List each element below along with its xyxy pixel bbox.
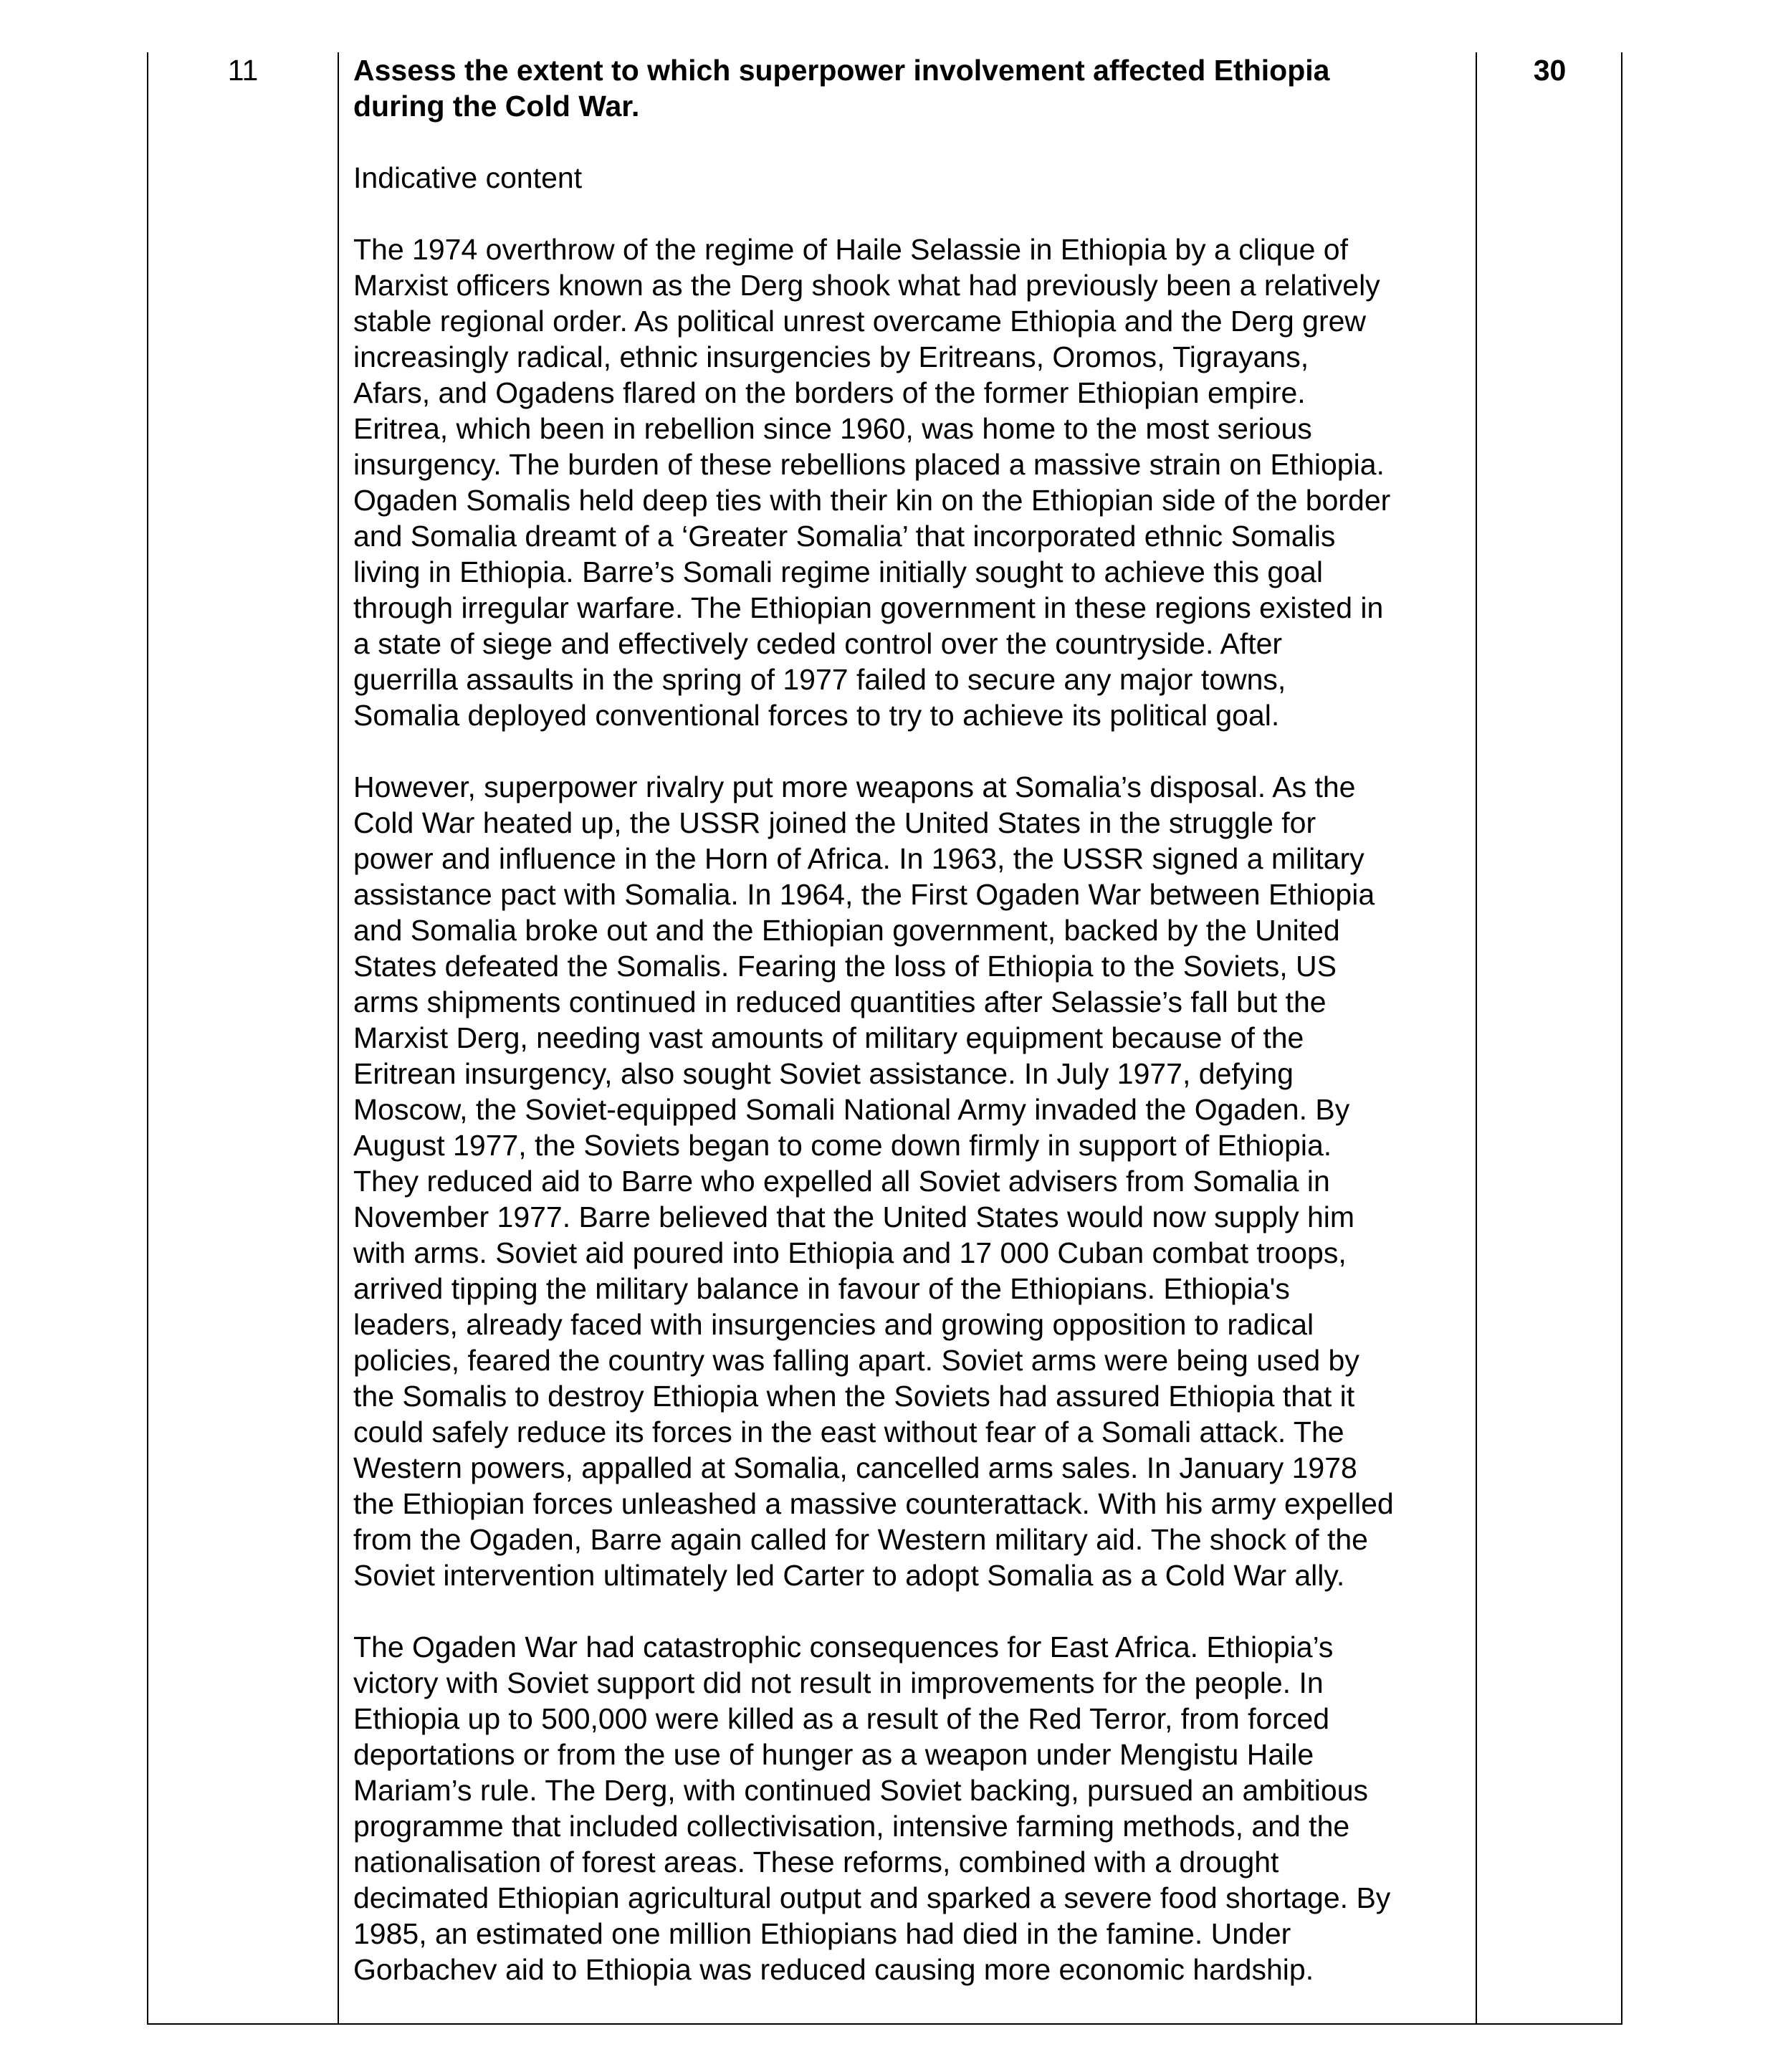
question-marks: 30 xyxy=(1533,54,1567,87)
column-divider-right xyxy=(1476,52,1477,2023)
mark-scheme-table xyxy=(147,52,1622,2025)
content-paragraph-3: The Ogaden War had catastrophic consequences for East Africa. Ethiopia’s victory with Soviet support did not result in improvements for the people. In Ethiopia up to 500,000 were killed as a result of the Red Terror, from forced deportations or from the use of hunger as a weapon under Mengistu Haile Mariam’s rule. The Derg, with continued Soviet backing, pursued an ambitious programme that included collectivisation, intensive farming methods, and the nationalisation of forest areas. These reforms, combined with a drought decimated Ethiopian agricultural output and sparked a severe food shortage. By 1985, an estimated one million Ethiopians had died in the famine. Under Gorbachev aid to Ethiopia was reduced causing more economic hardship. xyxy=(353,1631,1391,1986)
question-content xyxy=(353,52,1471,1987)
column-divider-left xyxy=(338,52,339,2023)
content-paragraph-2: However, superpower rivalry put more weapons at Somalia’s disposal. As the Cold War heated up, the USSR joined the United States in the struggle for power and influence in the Horn of Africa. In 1963, the USSR signed a military assistance pact with Somalia. In 1964, the First Ogaden War between Ethiopia and Somalia broke out and the Ethiopian government, backed by the United States defeated the Somalis. Fearing the loss of Ethiopia to the Soviets, US arms shipments continued in reduced quantities after Selassie’s fall but the Marxist Derg, needing vast amounts of military equipment because of the Eritrean insurgency, also sought Soviet assistance. In July 1977, defying Moscow, the Soviet-equipped Somali National Army invaded the Ogaden. By August 1977, the Soviets began to come down firmly in support of Ethiopia. They reduced aid to Barre who expelled all Soviet advisers from Somalia in November 1977. Barre believed that the United States would now supply him with arms. Soviet aid poured into Ethiopia and 17 000 Cuban combat troops, arrived tipping the military balance in favour of the Ethiopians. Ethiopia's leaders, already faced with insurgencies and growing opposition to radical policies, feared the country was falling apart. Soviet arms were being used by the Somalis to destroy Ethiopia when the Soviets had assured Ethiopia that it could safely reduce its forces in the east without fear of a Somali attack. The Western powers, appalled at Somalia, cancelled arms sales. In January 1978 the Ethiopian forces unleashed a massive counterattack. With his army expelled from the Ogaden, Barre again called for Western military aid. The shock of the Soviet intervention ultimately led Carter to adopt Somalia as a Cold War ally. xyxy=(353,770,1394,1592)
indicative-content-heading: Indicative content xyxy=(353,161,583,194)
question-number: 11 xyxy=(227,54,259,87)
content-paragraph-1: The 1974 overthrow of the regime of Haile Selassie in Ethiopia by a clique of Marxist officers known as the Derg shook what had previously been a relatively stable regional order. As political unrest overcame Ethiopia and the Derg grew increasingly radical, ethnic insurgencies by Eritreans, Oromos, Tigrayans, Afars, and Ogadens flared on the borders of the former Ethiopian empire. Eritrea, which been in rebellion since 1960, was home to the most serious insurgency. The burden of these rebellions placed a massive strain on Ethiopia. Ogaden Somalis held deep ties with their kin on the Ethiopian side of the border and Somalia dreamt of a ‘Greater Somalia’ that incorporated ethnic Somalis living in Ethiopia. Barre’s Somali regime initially sought to achieve this goal through irregular warfare. The Ethiopian government in these regions existed in a state of siege and effectively ceded control over the countryside. After guerrilla assaults in the spring of 1977 failed to secure any major towns, Somalia deployed conventional forces to try to achieve its political goal. xyxy=(353,233,1391,732)
question-text: Assess the extent to which superpower involvement affected Ethiopia during the Cold War. xyxy=(353,54,1330,123)
